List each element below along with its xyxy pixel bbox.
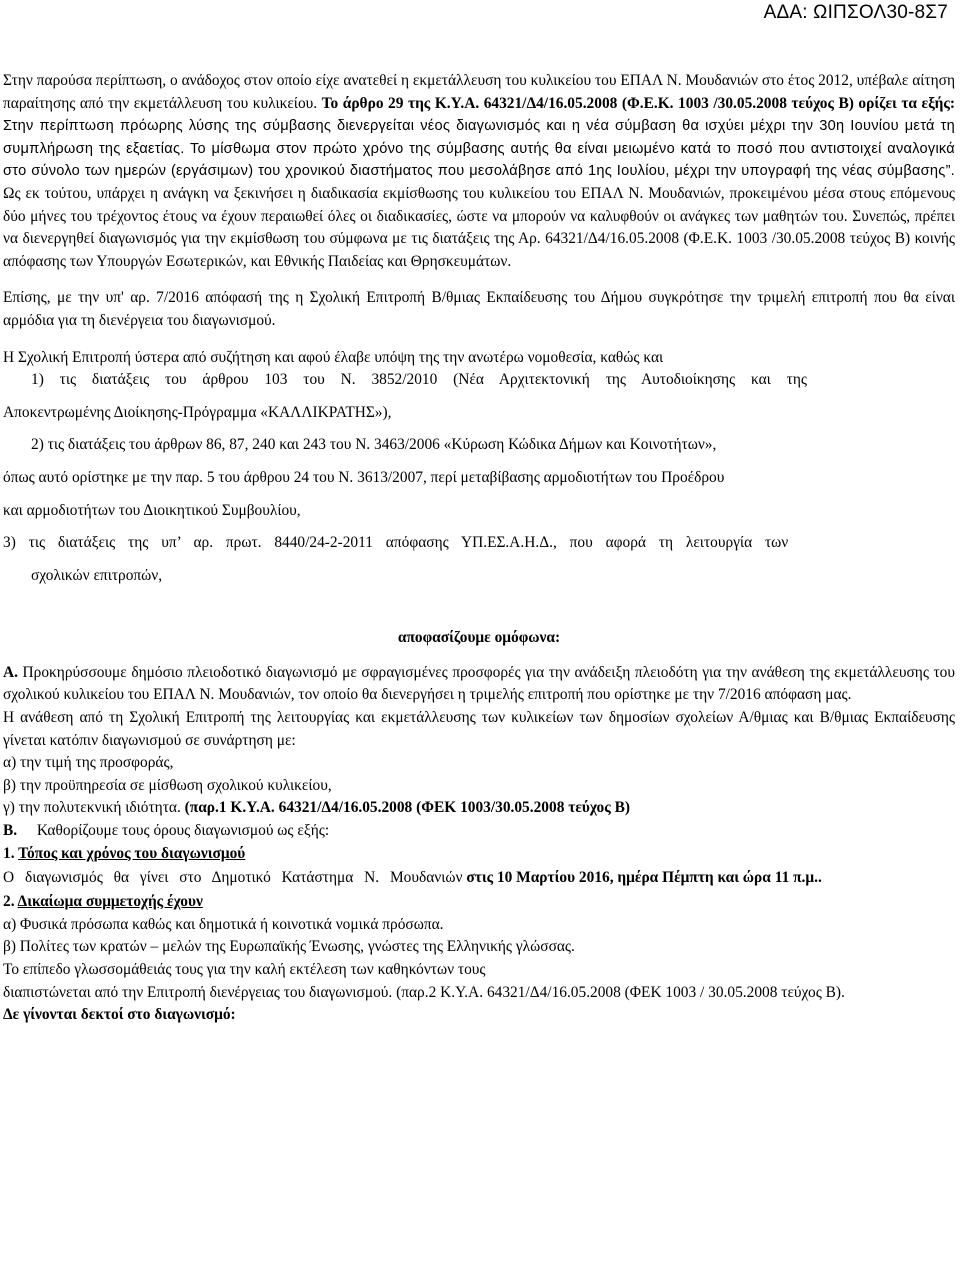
term-2-heading <box>3 891 955 914</box>
ada-code: ΑΔΑ: ΩΙΠΣΟΛ30-8Σ7 <box>763 2 948 23</box>
consideration-item-1-cont: Αποκεντρωμένης Διοίκησης-Πρόγραμμα «ΚΑΛΛΙΚΡΑΤΗΣ»), <box>3 403 392 421</box>
consideration-item-3-text: 3) τις διατάξεις της υπ’ αρ. πρωτ. 8440/24-2-2011 απόφασης ΥΠ.ΕΣ.Α.Η.Δ., που αφορά τη λειτουργία των <box>3 534 789 552</box>
term-2-language-assessment: διαπιστώνεται από την Επιτροπή διενέργειας του διαγωνισμού. (παρ.2 Κ.Υ.Α. 64321/Δ4/16.05.2008 (ΦΕΚ 1003 / 30.05.2008 τεύχος Β). <box>3 983 845 1001</box>
term-2-title: Δικαίωμα συμμετοχής έχουν <box>17 893 203 911</box>
term-1-date: στις 10 Μαρτίου 2016, ημέρα Πέμπτη και ώρα 11 π.μ.. <box>466 869 822 887</box>
term-2-eu-citizens: β) Πολίτες των κρατών – μελών της Ευρωπαϊκής Ένωσης, γνώστες της Ελληνικής γλώσσας. <box>3 938 575 956</box>
term-3-heading: Δε γίνονται δεκτοί στο διαγωνισμό: <box>3 1006 236 1024</box>
section-a-paragraph <box>3 662 955 707</box>
criteria-large-family-text: γ) την πολυτεκνική ιδιότητα. <box>3 799 181 817</box>
criteria-price: α) την τιμή της προσφοράς, <box>3 754 174 772</box>
section-b-text: Καθορίζουμε τους όρους διαγωνισμού ως εξής: <box>36 822 330 840</box>
decision-heading: αποφασίζουμε ομόφωνα: <box>397 629 561 647</box>
law-quote: Στην περίπτωση πρόωρης λύσης της σύμβασης διενεργείται νέος διαγωνισμός και η νέα σύμβαση θα ισχύει μέχρι την 30η Ιουνίου μετά τη συμπλήρωση της εξαετίας. Το μίσθωμα στον πρώτο χρόνο της σύμβασης αυτής θα είναι μειωμένο κατά το ποσό που αντιστοιχεί αναλογικά στο σύνολο των ημερών (εργάσιμων) του χρονικού διαστήματος που μεσολάβησε από 1ης Ιουλίου, μέχρι την υπογραφή της νέας σύμβασης”. <box>3 118 955 180</box>
section-b-line <box>3 820 955 843</box>
term-2-natural-persons: α) Φυσικά πρόσωπα καθώς και δημοτικά ή κοινοτικά νομικά πρόσωπα. <box>3 915 444 933</box>
consideration-item-2: 2) τις διατάξεις του άρθρων 86, 87, 240 και 243 του Ν. 3463/2006 «Κύρωση Κώδικα Δήμων και Κοινοτήτων», <box>31 436 717 454</box>
criteria-experience: β) την προϋπηρεσία σε μίσθωση σχολικού κυλικείου, <box>3 776 332 794</box>
document-body <box>3 70 955 1027</box>
term-2-language-level: Το επίπεδο γλωσσομάθειάς τους για την καλή εκτέλεση των καθηκόντων τους <box>3 961 486 978</box>
considerations-lead: Η Σχολική Επιτροπή ύστερα από συζήτηση και αφού έλαβε υπόψη της την ανωτέρω νομοθεσία, καθώς και <box>3 348 664 366</box>
term-1-title: Τόπος και χρόνος του διαγωνισμού <box>18 844 246 862</box>
term-1-number: 1. <box>3 844 15 862</box>
intro-sentence: Στην παρούσα περίπτωση, ο ανάδοχος στον οποίο είχε ανατεθεί η εκμετάλλευση του κυλικείου του ΕΠΑΛ Ν. Μουδανιών στο έτος 2012, υπέβαλε αίτηση παραίτησης από την εκμετάλλευση του κυλικείου. <box>3 72 955 112</box>
intro-paragraph <box>3 70 955 273</box>
term-2-number: 2. <box>3 893 15 911</box>
criteria-law-reference: (παρ.1 Κ.Υ.Α. 64321/Δ4/16.05.2008 (ΦΕΚ 1003/30.05.2008 τεύχος Β) <box>184 799 630 817</box>
consideration-item-3-cont: σχολικών επιτροπών, <box>31 566 163 584</box>
term-1-heading <box>3 843 955 866</box>
consideration-item-1-text: 1) τις διατάξεις του άρθρου 103 του Ν. 3852/2010 (Νέα Αρχιτεκτονική της Αυτοδιοίκησης και της <box>31 371 807 389</box>
committee-paragraph: Επίσης, με την υπ' αρ. 7/2016 απόφασή της η Σχολική Επιτροπή Β/θμιας Εκπαίδευσης του Δήμου συγκρότησε την τριμελή επιτροπή που θα είναι αρμόδια για τη διενέργεια του διαγωνισμού. <box>3 289 955 329</box>
section-b-label: Β. <box>3 822 18 840</box>
intro-conclusion: Ως εκ τούτου, υπάρχει η ανάγκη να ξεκινήσει η διαδικασία εκμίσθωσης του κυλικείου του ΕΠΑΛ Ν. Μουδανιών, προκειμένου μέσα στους επόμενους δύο μήνες του τρέχοντος έτους να έχουν περαιωθεί όλες οι διαδικασίες, ώστε να μπορούν να καλυφθούν οι ανάγκες των μαθητών του. Συνεπώς, πρέπει να διενεργηθεί διαγωνισμός για την εκμίσθωση του σύμφωνα με τις διατάξεις της Αρ. 64321/Δ4/16.05.2008 (Φ.Ε.Κ. 1003 /30.05.2008 τεύχος Β) κοινής απόφασης των Υπουργών Εσωτερικών, και Εθνικής Παιδείας και Θρησκευμάτων. <box>3 184 955 270</box>
award-criteria-intro: Η ανάθεση από τη Σχολική Επιτροπή της λειτουργίας και εκμετάλλευσης των κυλικείων των δημοσίων σχολείων Α/θμιας και Β/θμιας Εκπαίδευσης γίνεται κατόπιν διαγωνισμού σε συνάρτηση με: <box>3 709 955 749</box>
consideration-item-3 <box>3 532 955 555</box>
term-1-text <box>3 865 955 891</box>
consideration-item-2-cont2: και αρμοδιοτήτων του Διοικητικού Συμβουλίου, <box>3 501 301 519</box>
consideration-item-1 <box>3 369 955 392</box>
criteria-large-family <box>3 797 955 820</box>
section-a-label: Α. <box>3 663 18 681</box>
term-1-place: Ο διαγωνισμός θα γίνει στο Δημοτικό Κατάστημα Ν. Μουδανιών <box>3 869 463 887</box>
section-a-text: Προκηρύσσουμε δημόσιο πλειοδοτικό διαγωνισμό με σφραγισμένες προσφορές για την ανάδειξη πλειοδότη για την ανάθεση της εκμετάλλευσης του σχολικού κυλικείου του ΕΠΑΛ Ν. Μουδανιών, τον οποίο θα διενεργήσει η τριμελής επιτροπή που ορίστηκε με την 7/2016 απόφαση μας. <box>3 663 955 704</box>
law-reference: Το άρθρο 29 της Κ.Υ.Α. 64321/Δ4/16.05.2008 (Φ.Ε.Κ. 1003 /30.05.2008 τεύχος Β) ορίζει τα εξής: <box>321 94 955 112</box>
consideration-item-2-cont: όπως αυτό ορίστηκε με την παρ. 5 του άρθρου 24 του Ν. 3613/2007, περί μεταβίβασης αρμοδιοτήτων του Προέδρου <box>3 468 725 486</box>
